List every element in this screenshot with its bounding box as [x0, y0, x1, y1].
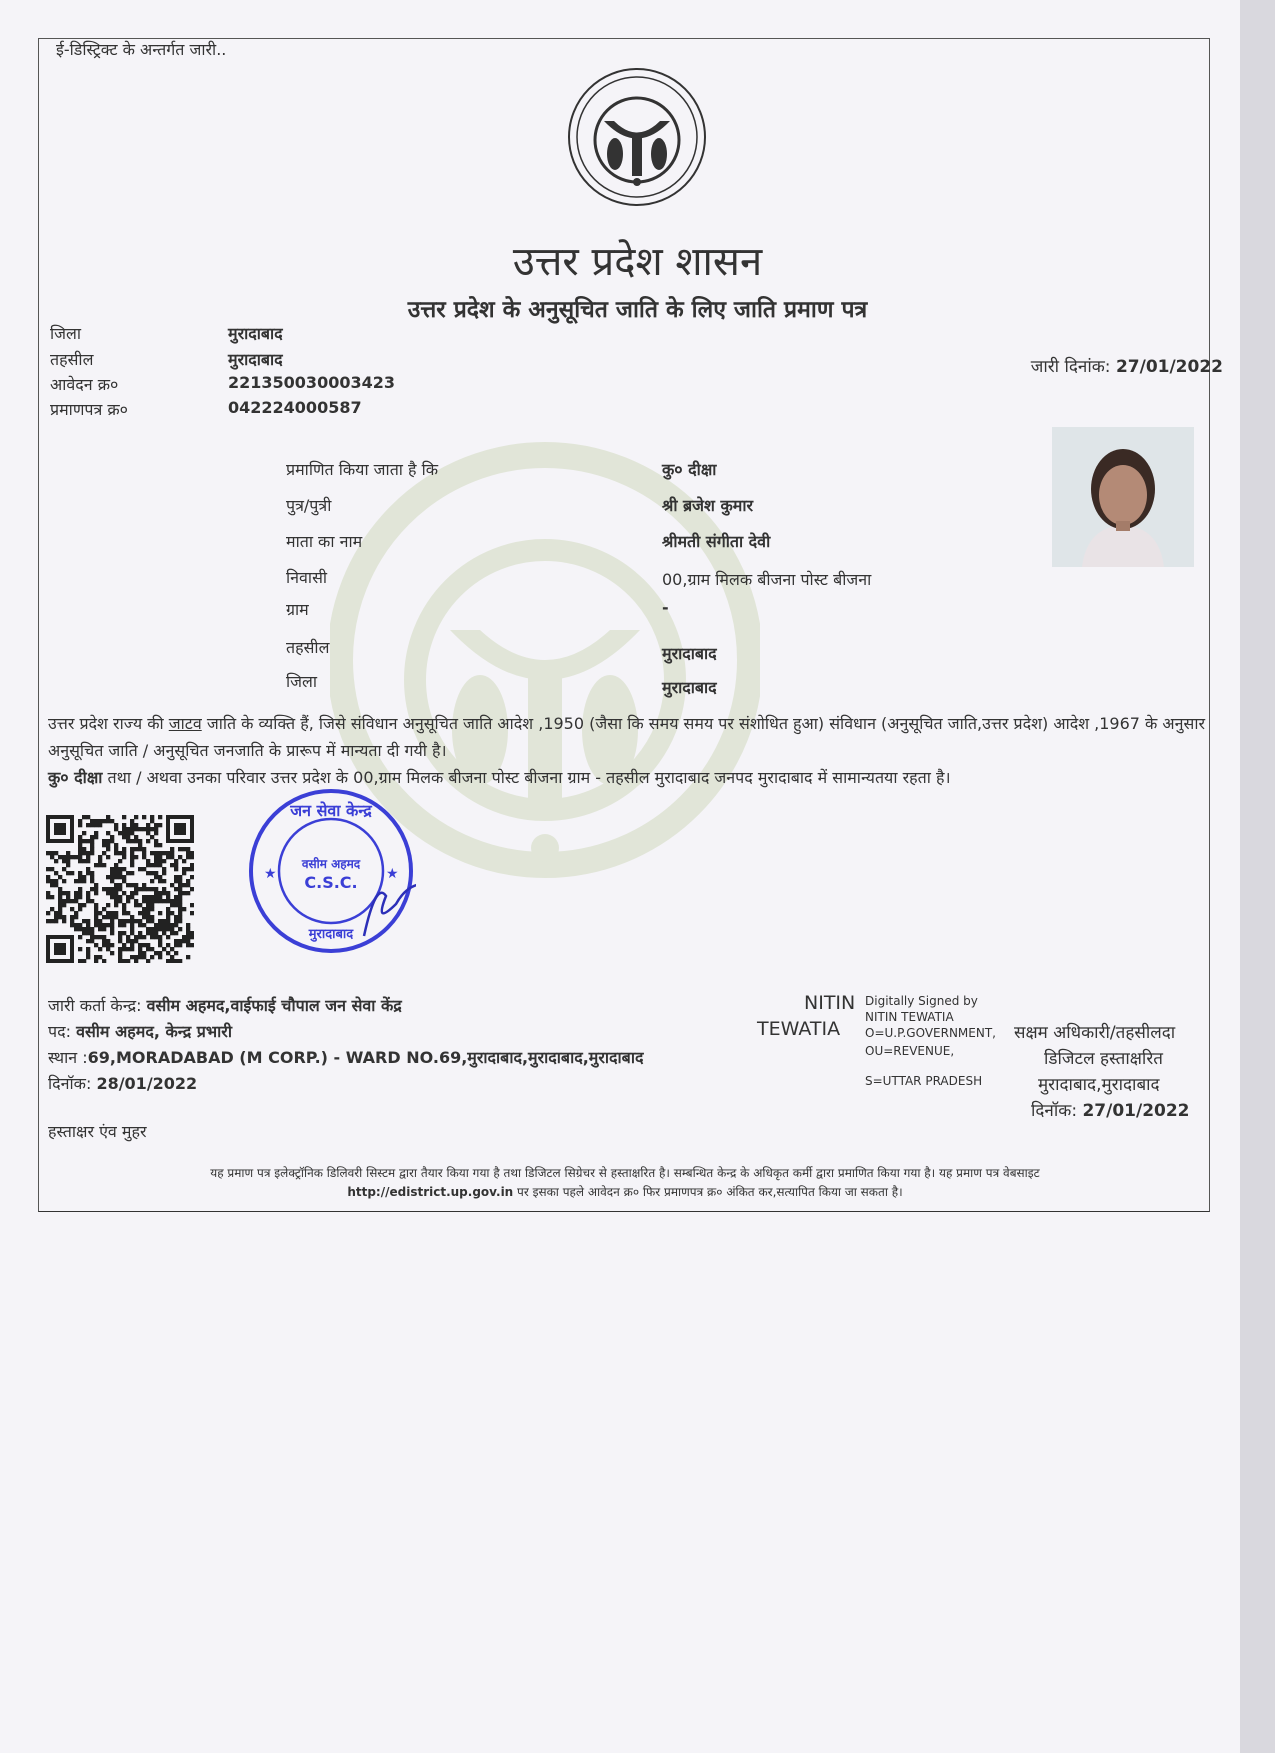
up-government-emblem-icon — [566, 66, 708, 208]
digital-sign-line2: NITIN TEWATIA — [865, 1010, 954, 1024]
issue-date: जारी दिनांक: 27/01/2022 — [1030, 357, 1223, 377]
digital-sign-line4: OU=REVENUE, — [865, 1044, 955, 1058]
meta-label-district: जिला — [50, 324, 82, 343]
csc-stamp-icon — [246, 786, 416, 956]
field-value-district: मुरादाबाद — [662, 678, 717, 697]
svg-text:★: ★ — [264, 866, 277, 882]
stamp-csc-text: C.S.C. — [304, 873, 358, 892]
field-label-district: जिला — [286, 672, 318, 691]
signature-and-seal-label: हस्ताक्षर एंव मुहर — [48, 1122, 147, 1141]
field-label-certified: प्रमाणित किया जाता है कि — [286, 460, 439, 479]
field-label-resident: निवासी — [286, 568, 328, 587]
field-value-resident: 00,ग्राम मिलक बीजना पोस्ट बीजना — [662, 570, 872, 589]
meta-label-application-no: आवेदन क्र० — [50, 375, 119, 394]
meta-label-tehsil: तहसील — [50, 350, 94, 369]
caste-name: जाटव — [168, 714, 202, 733]
field-label-mother: माता का नाम — [286, 532, 363, 551]
residence-statement: कु० दीक्षा तथा / अथवा उनका परिवार उत्तर प्रदेश के 00,ग्राम मिलक बीजना पोस्ट बीजना ग्राम - तहसील मुरादाबाद जनपद मुरादाबाद में सामान्यतया रहता है। — [48, 768, 951, 787]
certificate-subtitle: उत्तर प्रदेश के अनुसूचित जाति के लिए जाति प्रमाण पत्र — [407, 297, 868, 323]
meta-value-district: मुरादाबाद — [228, 324, 283, 343]
authority-digital: डिजिटल हस्ताक्षरित — [1044, 1049, 1163, 1069]
field-label-tehsil: तहसील — [286, 638, 330, 657]
meta-value-tehsil: मुरादाबाद — [228, 350, 283, 369]
field-value-village: - — [662, 598, 669, 617]
field-value-tehsil: मुरादाबाद — [662, 644, 717, 663]
signer-name-line2: TEWATIA — [757, 1018, 841, 1040]
qr-code-icon — [46, 815, 194, 963]
authority-title: सक्षम अधिकारी/तहसीलदा — [1014, 1023, 1176, 1043]
digital-sign-line3: O=U.P.GOVERNMENT, — [865, 1026, 996, 1040]
caste-statement: उत्तर प्रदेश राज्य की जाटव जाति के व्यक्ति हैं, जिसे संविधान अनुसूचित जाति आदेश ,1950 (जैसा कि समय समय पर संशोधित हुआ) संविधान (अनुसूचित जाति,उत्तर प्रदेश) आदेश ,1967 के अनुसार अनुसूचित जाति / अनुसूचित जनजाति के प्रारूप में मान्यता दी गयी है। — [48, 714, 1206, 760]
field-label-child-of: पुत्र/पुत्री — [286, 496, 332, 515]
issued-under-note: ई-डिस्ट्रिक्ट के अन्तर्गत जारी.. — [56, 40, 227, 59]
page-title: उत्तर प्रदेश शासन — [512, 239, 763, 285]
stamp-top-text: जन सेवा केन्द्र — [290, 801, 372, 820]
meta-value-certificate-no: 042224000587 — [228, 398, 362, 417]
stamp-place-text: मुरादाबाद — [308, 927, 354, 942]
field-label-village: ग्राम — [286, 600, 309, 619]
field-value-mother: श्रीमती संगीता देवी — [662, 532, 771, 551]
field-value-father: श्री ब्रजेश कुमार — [662, 496, 754, 515]
verification-url: http://edistrict.up.gov.in — [347, 1185, 514, 1199]
digital-sign-line5: S=UTTAR PRADESH — [865, 1074, 983, 1088]
issuer-date: दिनॉक: 28/01/2022 — [48, 1074, 198, 1093]
issuer-place: स्थान :69,MORADABAD (M CORP.) - WARD NO.69,मुरादाबाद,मुरादाबाद,मुरादाबाद — [48, 1048, 644, 1067]
authority-date: दिनॉक: 27/01/2022 — [1031, 1101, 1190, 1121]
verification-footnote: यह प्रमाण पत्र इलेक्ट्रॉनिक डिलिवरी सिस्टम द्वारा तैयार किया गया है तथा डिजिटल सिग्रेचर से हस्ताक्षरित है। सम्बन्धित केन्द्र के अधिकृत कर्मी द्वारा प्रमाणित किया गया है। यह प्रमाण पत्र वेबसाइट http://edistrict.up.gov.in पर इसका पहले आवेदन क्र० फिर प्रमाणपत्र क्र० अंकित कर,सत्यापित किया जा सकता है। — [210, 1166, 1040, 1199]
stamp-name-text: वसीम अहमद — [301, 857, 361, 871]
digital-sign-line1: Digitally Signed by — [865, 994, 978, 1008]
meta-label-certificate-no: प्रमाणपत्र क्र० — [50, 400, 128, 419]
meta-value-application-no: 221350030003423 — [228, 373, 395, 392]
applicant-photo — [1052, 427, 1194, 567]
signer-name-line1: NITIN — [804, 992, 856, 1014]
issuing-center: जारी कर्ता केन्द्र: वसीम अहमद,वाईफाई चौपाल जन सेवा केंद्र — [48, 996, 402, 1015]
issuer-post: पद: वसीम अहमद, केन्द्र प्रभारी — [48, 1022, 232, 1041]
authority-place: मुरादाबाद,मुरादाबाद — [1038, 1075, 1160, 1095]
field-value-name: कु० दीक्षा — [662, 460, 717, 479]
svg-text:★: ★ — [386, 866, 399, 882]
